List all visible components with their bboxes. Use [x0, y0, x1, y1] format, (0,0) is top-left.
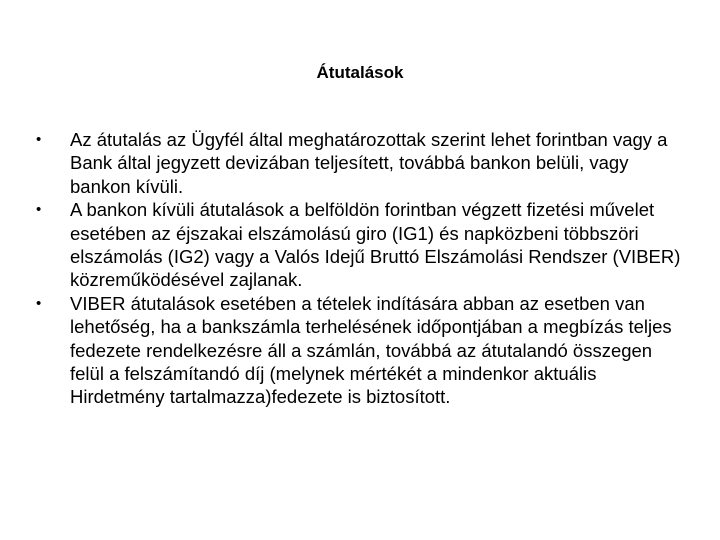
- bullet-marker: •: [36, 131, 42, 148]
- bullet-item: [36, 128, 686, 198]
- bullet-text: Az átutalás az Ügyfél által meghatározottak szerint lehet forintban vagy a Bank által jegyzett devizában teljesített, továbbá bankon belüli, vagy bankon kívüli.: [70, 129, 668, 197]
- bullet-item: [36, 198, 686, 292]
- bullet-marker: •: [36, 201, 42, 219]
- bullet-list: [36, 128, 686, 409]
- bullet-text: VIBER átutalások esetében a tételek indítására abban az esetben van lehetőség, ha a bankszámla terhelésének időpontjában a megbízás teljes fedezete rendelkezésre áll a számlán, továbbá az átutalandó összegen felül a felszámítandó díj (melynek mértékét a mindenkor aktuális Hirdetmény tartalmazza)fedezete is biztosított.: [70, 292, 672, 408]
- bullet-item: [36, 292, 686, 409]
- bullet-marker: •: [36, 294, 42, 312]
- bullet-text: A bankon kívüli átutalások a belföldön forintban végzett fizetési művelet esetében az éjszakai elszámolású giro (IG1) és napközbeni többszöri elszámolás (IG2) vagy a Valós Idejű Bruttó Elszámolási Rendszer (VIBER) közreműködésével zajlanak.: [70, 199, 681, 291]
- slide-title: Átutalások: [316, 63, 404, 82]
